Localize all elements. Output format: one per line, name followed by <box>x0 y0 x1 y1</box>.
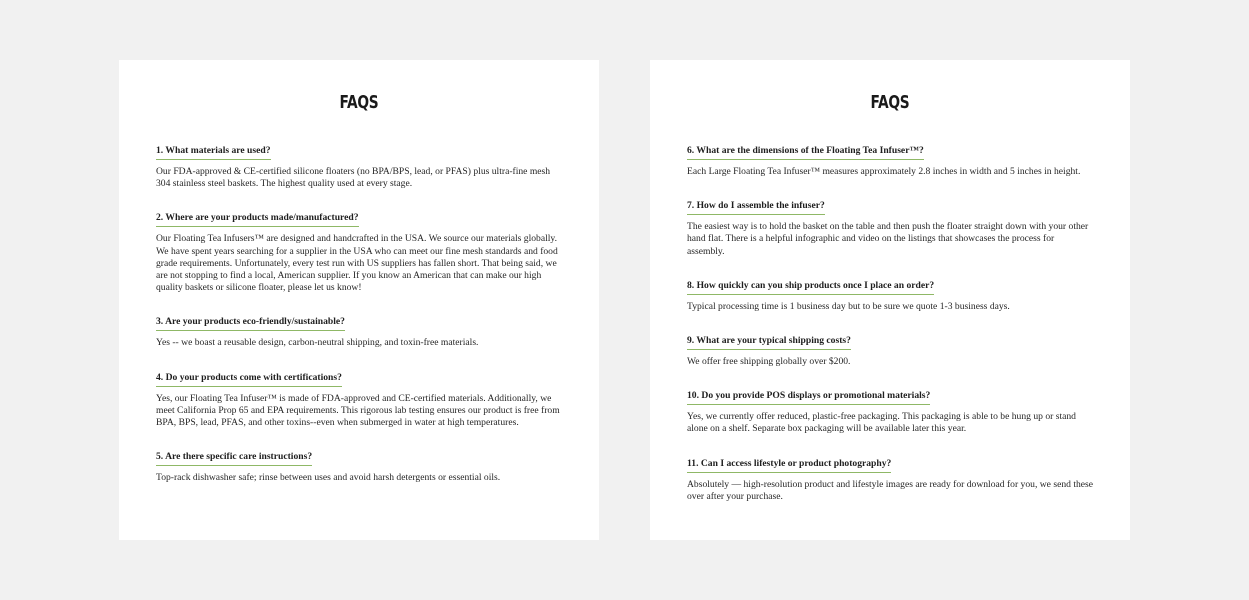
page-title: FAQS <box>339 92 379 113</box>
faq-answer: Our FDA-approved & CE-certified silicone floaters (no BPA/BPS, lead, or PFAS) plus ultra-fine mesh 304 stainless steel baskets. The highest quality used at every stage. <box>156 166 551 190</box>
page-title: FAQS <box>870 92 910 113</box>
faq-answer: The easiest way is to hold the basket on the table and then push the floater straight down with your other hand flat. There is a helpful infographic and video on the listings that showcases the process for assembly. <box>687 221 1089 257</box>
faq-question: 9. What are your typical shipping costs? <box>687 334 851 350</box>
faq-answer: Each Large Floating Tea Infuser™ measures approximately 2.8 inches in width and 5 inches in height. <box>687 166 1081 177</box>
faq-question: 1. What materials are used? <box>156 144 271 160</box>
faq-item <box>687 138 1094 178</box>
faq-answer: Yes -- we boast a reusable design, carbon-neutral shipping, and toxin-free materials. <box>156 337 479 349</box>
faq-item <box>687 328 1094 368</box>
faq-answer: Yes, our Floating Tea Infuser™ is made of FDA-approved and CE-certified materials. Additionally, we meet California Prop 65 and EPA requirements. This rigorous lab testing ensures our product is free from BPA, BPS, lead, PFAS, and other toxins--even when submerged in water at high temperatures. <box>156 392 560 429</box>
faq-item <box>687 451 1094 503</box>
faq-list <box>687 138 1094 518</box>
faq-question: 8. How quickly can you ship products once I place an order? <box>687 279 934 295</box>
faq-answer: We offer free shipping globally over $200. <box>687 356 851 368</box>
faq-item <box>156 205 565 294</box>
faq-question: 7. How do I assemble the infuser? <box>687 199 825 215</box>
faq-answer: Typical processing time is 1 business day but to be sure we quote 1-3 business days. <box>687 300 1010 312</box>
faq-item <box>156 444 565 484</box>
faq-answer: Yes, we currently offer reduced, plastic-free packaging. This packaging is able to be hung up or stand alone on a shelf. Separate box packaging will be available later this year. <box>687 411 1076 435</box>
faq-question: 4. Do your products come with certifications? <box>156 371 342 387</box>
faq-question: 10. Do you provide POS displays or promotional materials? <box>687 389 930 405</box>
faq-item <box>687 383 1094 435</box>
faq-answer: Our Floating Tea Infusers™ are designed and handcrafted in the USA. We source our materials globally. We have spent years searching for a supplier in the USA who can meet our fine mesh standards and food grade requirements. Unfortunately, every test run with US suppliers has fallen short. That being said, we are not stopping to find a local, American supplier. If you know an American that can make our high quality baskets or silicone floater, please let us know! <box>156 233 558 294</box>
faq-page-right <box>650 60 1130 540</box>
faq-answer: Absolutely — high-resolution product and lifestyle images are ready for download for you, we send these over after your purchase. <box>687 478 1094 502</box>
faq-item <box>156 365 565 430</box>
faq-item <box>687 193 1094 258</box>
faq-list <box>156 138 565 499</box>
faq-item <box>156 138 565 190</box>
faq-question: 11. Can I access lifestyle or product photography? <box>687 457 891 473</box>
faq-question: 5. Are there specific care instructions? <box>156 450 312 466</box>
faq-question: 6. What are the dimensions of the Floating Tea Infuser™? <box>687 144 924 160</box>
faq-question: 2. Where are your products made/manufactured? <box>156 211 359 227</box>
faq-question: 3. Are your products eco-friendly/sustainable? <box>156 315 345 331</box>
faq-page-left <box>119 60 599 540</box>
faq-item <box>687 273 1094 313</box>
faq-item <box>156 309 565 349</box>
faq-answer: Top-rack dishwasher safe; rinse between uses and avoid harsh detergents or essential oils. <box>156 472 501 484</box>
